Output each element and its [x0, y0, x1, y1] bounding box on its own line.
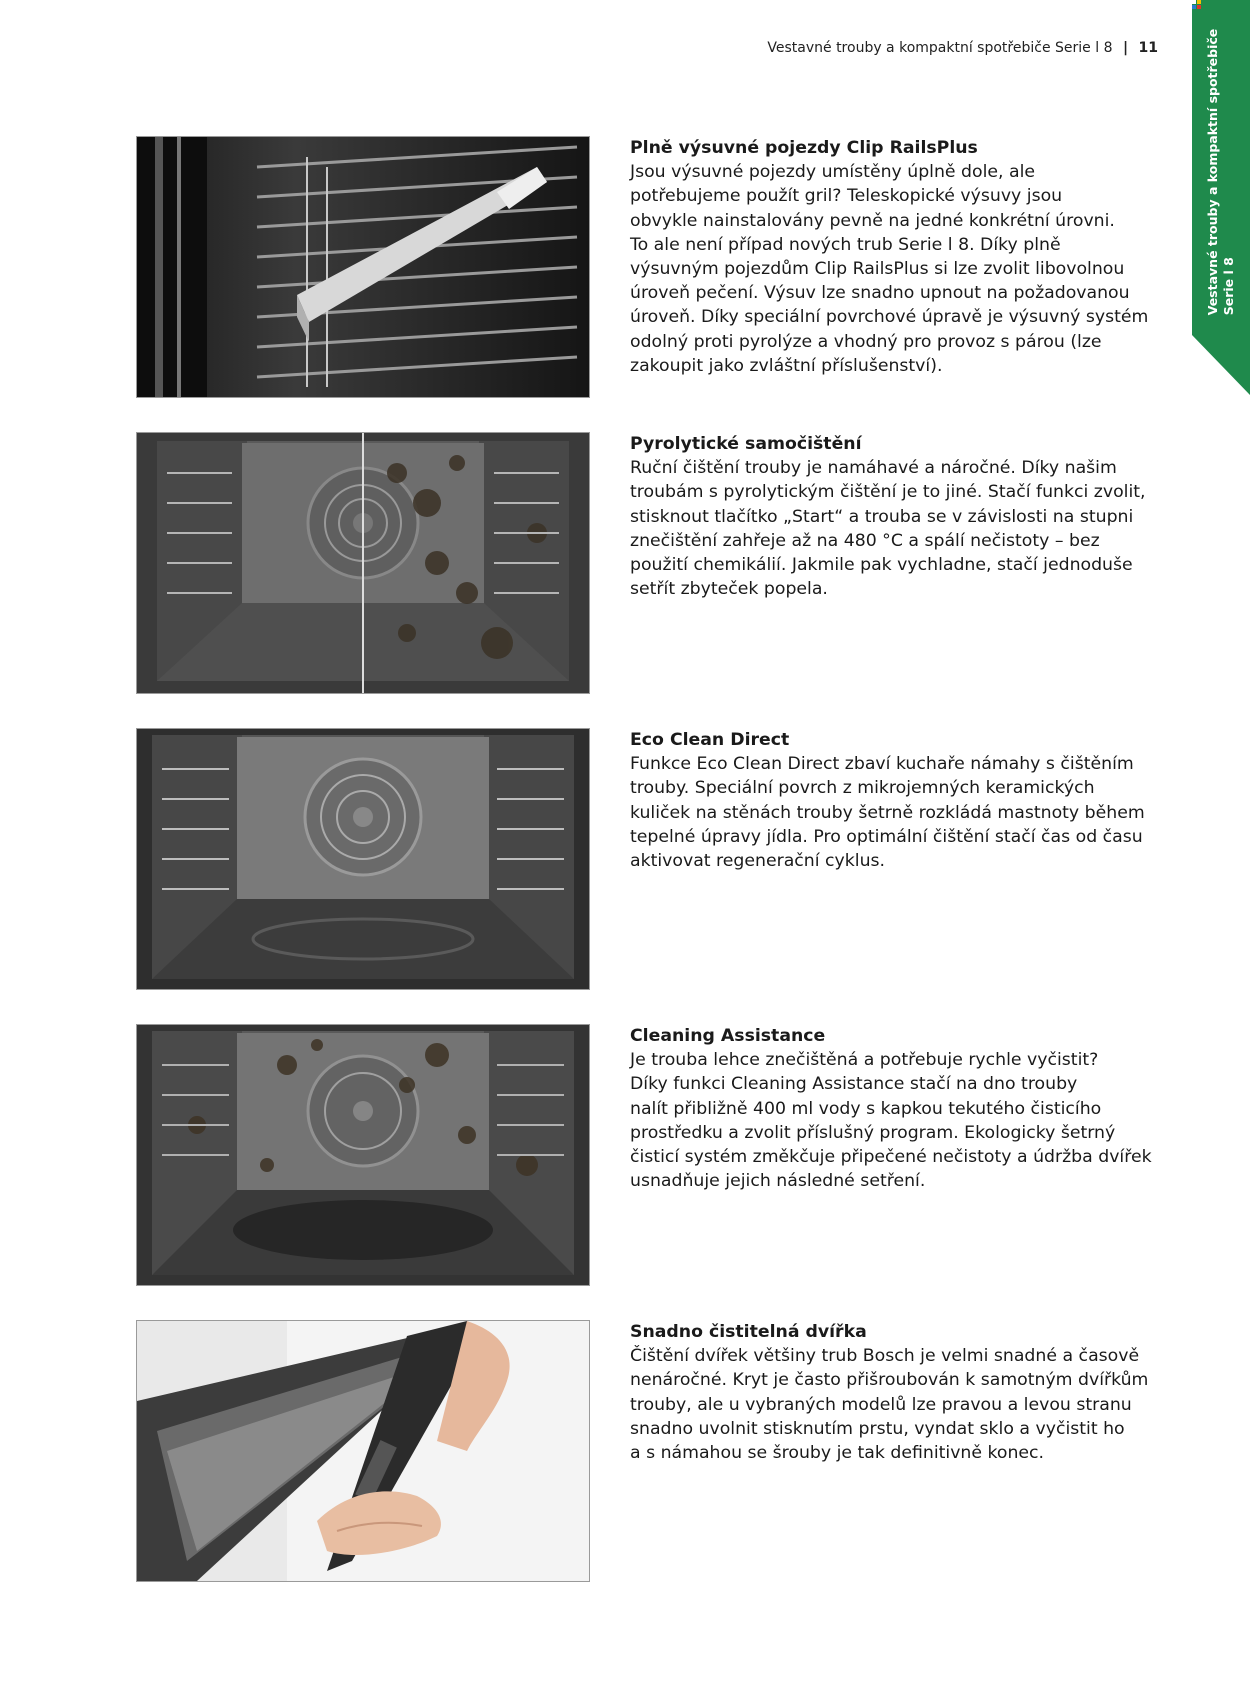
- header-separator: |: [1122, 40, 1129, 56]
- side-tab-line-2: Serie l 8: [1221, 257, 1236, 316]
- photo-oven-clean-vs-dirty: [136, 432, 590, 694]
- section-easy-clean-door: [0, 1320, 1250, 1582]
- section-text: [630, 136, 1160, 378]
- side-tab-line-1: Vestavné trouby a kompaktní spotřebiče: [1205, 28, 1220, 316]
- body-line: potřebujeme použít gril? Teleskopické výsuvy jsou: [630, 186, 1063, 207]
- section-body: [630, 1048, 1160, 1193]
- body-line: prostředku a zvolit příslušný program. Ekologicky šetrný: [630, 1122, 1116, 1143]
- section-pyrolytic: [0, 432, 1250, 694]
- photo-door-removal: [136, 1320, 590, 1582]
- page-number: 11: [1138, 40, 1158, 56]
- section-title: Cleaning Assistance: [630, 1026, 826, 1046]
- body-line: a s námahou se šrouby je tak definitivně konec.: [630, 1443, 1045, 1464]
- photo-dirty-oven-water: [136, 1024, 590, 1286]
- body-line: trouby, ale u vybraných modelů lze pravou a levou stranu: [630, 1394, 1132, 1415]
- header-title: Vestavné trouby a kompaktní spotřebiče Serie: [767, 40, 1091, 56]
- body-line: Jsou výsuvné pojezdy umístěny úplně dole, ale: [630, 162, 1036, 183]
- body-line: troubám s pyrolytickým čištění je to jiné. Stačí funkci zvolit,: [630, 482, 1146, 503]
- body-line: nenáročné. Kryt je často přišroubován k samotným dvířkům: [630, 1370, 1149, 1391]
- section-title: Snadno čistitelná dvířka: [630, 1322, 867, 1342]
- body-line: aktivovat regenerační cyklus.: [630, 851, 886, 872]
- section-body: [630, 752, 1160, 873]
- body-line: výsuvným pojezdům Clip RailsPlus si lze zvolit libovolnou: [630, 259, 1125, 280]
- body-line: úroveň. Díky speciální povrchové úpravě je výsuvný systém: [630, 307, 1149, 328]
- section-railsplus: [0, 136, 1250, 398]
- section-text: [630, 1024, 1160, 1193]
- section-eco-clean-direct: [0, 728, 1250, 990]
- page-header: [767, 40, 1158, 56]
- body-line: kuliček na stěnách trouby šetrně rozkládá mastnoty během: [630, 802, 1145, 823]
- body-line: Je trouba lehce znečištěná a potřebuje rychle vyčistit?: [630, 1050, 1099, 1071]
- section-body: [630, 1344, 1160, 1465]
- body-line: zakoupit jako zvláštní příslušenství).: [630, 355, 943, 376]
- body-line: Funkce Eco Clean Direct zbaví kuchaře námahy s čištěním: [630, 754, 1134, 775]
- section-text: [630, 728, 1160, 873]
- body-line: čisticí systém změkčuje připečené nečistoty a údržba dvířek: [630, 1147, 1152, 1168]
- section-title: Eco Clean Direct: [630, 730, 790, 750]
- body-line: Ruční čištění trouby je namáhavé a náročné. Díky našim: [630, 458, 1117, 479]
- photo-telescopic-rails: [136, 136, 590, 398]
- section-title: Plně výsuvné pojezdy Clip RailsPlus: [630, 138, 978, 158]
- brand-dots-icon: [1192, 0, 1202, 10]
- body-line: stisknout tlačítko „Start“ a trouba se v závislosti na stupni: [630, 506, 1134, 527]
- body-line: tepelné úpravy jídla. Pro optimální čištění stačí čas od času: [630, 826, 1143, 847]
- section-cleaning-assistance: [0, 1024, 1250, 1286]
- body-line: obvykle nainstalovány pevně na jedné konkrétní úrovni.: [630, 210, 1115, 231]
- photo-clean-oven-interior: [136, 728, 590, 990]
- section-text: [630, 432, 1160, 601]
- body-line: Čištění dvířek většiny trub Bosch je velmi snadné a časově: [630, 1346, 1140, 1367]
- section-text: [630, 1320, 1160, 1465]
- header-series-mark: l 8: [1095, 40, 1113, 56]
- body-line: nalít přibližně 400 ml vody s kapkou tekutého čisticího: [630, 1098, 1102, 1119]
- body-line: znečištění zahřeje až na 480 °C a spálí nečistoty – bez: [630, 530, 1100, 551]
- section-body: [630, 456, 1160, 601]
- body-line: Díky funkci Cleaning Assistance stačí na dno trouby: [630, 1074, 1078, 1095]
- body-line: usnadňuje jejich následné setření.: [630, 1171, 926, 1192]
- body-line: trouby. Speciální povrch z mikrojemných keramických: [630, 778, 1095, 799]
- section-title: Pyrolytické samočištění: [630, 434, 862, 454]
- body-line: odolný proti pyrolýze a vhodný pro provoz s párou (lze: [630, 331, 1102, 352]
- body-line: To ale není případ nových trub Serie l 8. Díky plně: [630, 234, 1061, 255]
- body-line: úroveň pečení. Výsuv lze snadno upnout na požadovanou: [630, 283, 1130, 304]
- body-line: setřít zbyteček popela.: [630, 579, 828, 600]
- body-line: použití chemikálií. Jakmile pak vychladne, stačí jednoduše: [630, 555, 1133, 576]
- section-body: [630, 160, 1160, 378]
- body-line: snadno uvolnit stisknutím prstu, vyndat sklo a vyčistit ho: [630, 1418, 1125, 1439]
